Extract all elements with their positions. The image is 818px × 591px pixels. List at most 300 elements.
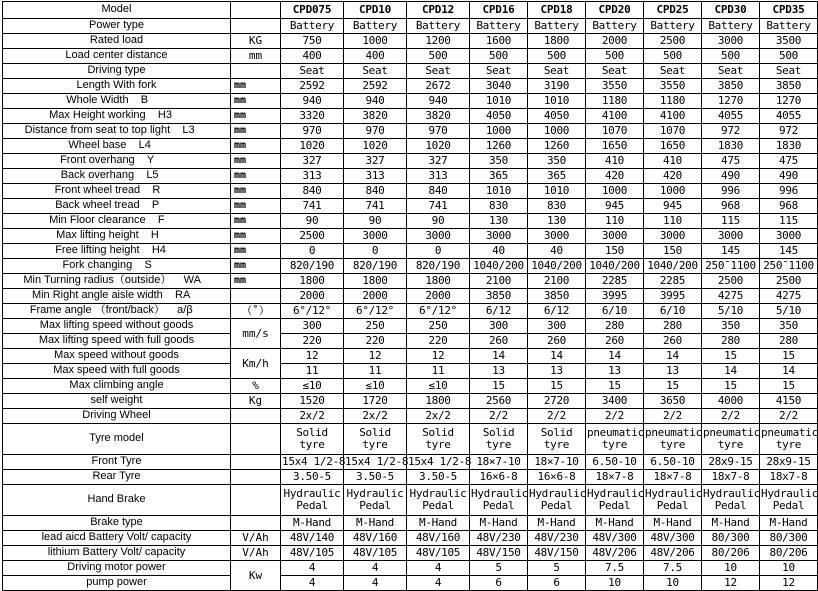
cell-cpd30: 4000: [702, 394, 760, 409]
cell-cpd12: 940: [407, 94, 470, 109]
cell-cpd30: M-Hand: [702, 516, 760, 531]
table-row: [3, 34, 818, 49]
cell-cpd20: Seat: [586, 64, 644, 79]
row-label-symbol: WA: [183, 274, 201, 287]
table-row: [3, 455, 818, 470]
row-label-text: Front Tyre: [91, 455, 142, 468]
cell-cpd18: 2100: [528, 274, 586, 289]
cell-cpd35: pneumatic tyre: [760, 424, 818, 455]
cell-cpd16: 48V/230: [470, 531, 528, 546]
cell-cpd12: 3820: [407, 109, 470, 124]
cell-cpd10: 2592: [344, 79, 407, 94]
row-label-text: Free lifting height: [55, 244, 140, 257]
cell-cpd18: 6/12: [528, 304, 586, 319]
cell-cpd25: 410: [644, 154, 702, 169]
row-unit: mm: [231, 214, 281, 229]
cell-cpd075: 2500: [281, 229, 344, 244]
cell-cpd35: 350: [760, 319, 818, 334]
cell-cpd18: 1010: [528, 184, 586, 199]
cell-cpd18: 260: [528, 334, 586, 349]
cell-cpd12: Battery: [407, 19, 470, 34]
row-unit: mm: [231, 124, 281, 139]
cell-cpd35: 3000: [760, 229, 818, 244]
cell-cpd075: 12: [281, 349, 344, 364]
cell-cpd20: 280: [586, 319, 644, 334]
row-label-symbol: L3: [182, 124, 195, 137]
row-label-text: Max speed with full goods: [53, 364, 180, 377]
row-label-symbol: S: [144, 259, 152, 272]
cell-cpd25: 48V/300: [644, 531, 702, 546]
cell-cpd075: 300: [281, 319, 344, 334]
row-label-text: Max lifting speed without goods: [39, 319, 194, 332]
table-row: [3, 19, 818, 34]
row-label: [3, 19, 231, 34]
row-label: [3, 199, 231, 214]
cell-cpd16: 48V/150: [470, 546, 528, 561]
table-body: [3, 19, 818, 591]
cell-cpd25: 2500: [644, 34, 702, 49]
cell-cpd25: M-Hand: [644, 516, 702, 531]
cell-cpd075: 4: [281, 561, 344, 576]
table-row: [3, 364, 818, 379]
cell-cpd25: 3995: [644, 289, 702, 304]
cell-cpd25: 18×7-8: [644, 470, 702, 485]
cell-cpd30: 3850: [702, 79, 760, 94]
row-label: [3, 109, 231, 124]
cell-cpd12: 313: [407, 169, 470, 184]
cell-cpd10: 12: [344, 349, 407, 364]
cell-cpd35: 12: [760, 576, 818, 591]
column-header-cpd12: CPD12: [407, 2, 470, 19]
row-label: [3, 49, 231, 64]
cell-cpd25: 48V/206: [644, 546, 702, 561]
table-row: [3, 109, 818, 124]
cell-cpd12: Seat: [407, 64, 470, 79]
cell-cpd20: 14: [586, 349, 644, 364]
cell-cpd075: 820/190: [281, 259, 344, 274]
table-row: [3, 169, 818, 184]
cell-cpd12: M-Hand: [407, 516, 470, 531]
column-header-cpd20: CPD20: [586, 2, 644, 19]
row-unit: [231, 470, 281, 485]
cell-cpd075: 15x4 1/2-8: [282, 455, 346, 469]
cell-cpd25: 150: [644, 244, 702, 259]
row-label-text: Back wheel tread: [55, 199, 140, 212]
cell-cpd12: 2672: [407, 79, 470, 94]
row-label-text: Max Height working: [49, 109, 146, 122]
cell-cpd12: 220: [407, 334, 470, 349]
cell-cpd25: 3000: [644, 229, 702, 244]
cell-cpd25: 10: [644, 576, 702, 591]
table-row: [3, 94, 818, 109]
cell-cpd16: 350: [470, 154, 528, 169]
cell-cpd12: 3.50-5: [407, 470, 470, 485]
table-row: [3, 470, 818, 485]
row-label-text: Front wheel tread: [54, 184, 141, 197]
row-label-symbol: H: [150, 229, 159, 242]
cell-cpd10: 1720: [344, 394, 407, 409]
cell-cpd12: 3000: [407, 229, 470, 244]
cell-cpd25: 6/10: [644, 304, 702, 319]
cell-cpd10: 840: [344, 184, 407, 199]
cell-cpd10: ≤10: [344, 379, 407, 394]
row-label-text: Back overhang: [60, 169, 135, 182]
cell-cpd20: 945: [586, 199, 644, 214]
row-unit: Kg: [231, 394, 281, 409]
cell-cpd18: 5: [528, 561, 586, 576]
row-label: [3, 455, 231, 470]
row-label: [3, 304, 231, 319]
row-label: [3, 154, 231, 169]
cell-cpd16: 18×7-10: [470, 455, 528, 470]
row-unit: mm: [231, 169, 281, 184]
row-label: [3, 485, 231, 516]
cell-cpd10: 0: [344, 244, 407, 259]
cell-cpd35: 996: [760, 184, 818, 199]
cell-cpd18: 1800: [528, 34, 586, 49]
cell-cpd18: 48V/150: [528, 546, 586, 561]
cell-cpd25: 1650: [644, 139, 702, 154]
row-unit: mm: [231, 184, 281, 199]
cell-cpd075: Hydraulic Pedal: [281, 485, 344, 516]
cell-cpd25: 2/2: [644, 409, 702, 424]
column-header-cpd30: CPD30: [702, 2, 760, 19]
cell-cpd12: 1200: [407, 34, 470, 49]
table-row: [3, 409, 818, 424]
cell-cpd25: 1070: [644, 124, 702, 139]
cell-cpd35: Hydraulic Pedal: [760, 485, 818, 516]
cell-cpd18: 500: [528, 49, 586, 64]
cell-cpd16: Solid tyre: [470, 424, 528, 455]
cell-cpd30: 80/300: [702, 531, 760, 546]
cell-cpd12: 327: [407, 154, 470, 169]
cell-cpd16: 300: [470, 319, 528, 334]
column-header-cpd10: CPD10: [344, 2, 407, 19]
cell-cpd12: 90: [407, 214, 470, 229]
cell-cpd35: 10: [760, 561, 818, 576]
cell-cpd35: 15: [760, 349, 818, 364]
table-row: [3, 124, 818, 139]
row-unit: [231, 424, 281, 455]
row-unit: （˚）: [231, 304, 281, 319]
cell-cpd20: 1650: [586, 139, 644, 154]
cell-cpd35: Seat: [760, 64, 818, 79]
cell-cpd16: 2560: [470, 394, 528, 409]
cell-cpd10: 250: [344, 319, 407, 334]
cell-cpd35: 80/300: [760, 531, 818, 546]
cell-cpd18: 1000: [528, 124, 586, 139]
cell-cpd10: 820/190: [344, 259, 407, 274]
row-label-text: Distance from seat to top light: [24, 124, 171, 137]
row-label: [3, 516, 231, 531]
cell-cpd18: M-Hand: [528, 516, 586, 531]
cell-cpd35: 280: [760, 334, 818, 349]
cell-cpd075: 6°/12°: [281, 304, 344, 319]
cell-cpd18: 13: [528, 364, 586, 379]
row-label: [3, 424, 231, 455]
row-label-symbol: L5: [146, 169, 159, 182]
row-unit: Km/h: [231, 349, 281, 379]
cell-cpd16: 1260: [470, 139, 528, 154]
cell-cpd30: 500: [702, 49, 760, 64]
cell-cpd35: 1830: [760, 139, 818, 154]
cell-cpd16: 2100: [470, 274, 528, 289]
cell-cpd25: Hydraulic Pedal: [644, 485, 702, 516]
row-label: [3, 531, 231, 546]
row-unit: V/Ah: [231, 531, 281, 546]
cell-cpd10: 2000: [344, 289, 407, 304]
table-row: [3, 576, 818, 591]
cell-cpd25: pneumatic tyre: [644, 424, 702, 455]
cell-cpd18: 3850: [528, 289, 586, 304]
table-row: [3, 304, 818, 319]
cell-cpd25: 6.50-10: [644, 455, 702, 470]
cell-cpd35: M-Hand: [760, 516, 818, 531]
cell-cpd25: 15: [644, 379, 702, 394]
column-header-unit: [231, 2, 281, 19]
row-label: [3, 34, 231, 49]
cell-cpd16: 830: [470, 199, 528, 214]
cell-cpd075: 840: [281, 184, 344, 199]
cell-cpd30: 10: [702, 561, 760, 576]
row-label: [3, 546, 231, 561]
cell-cpd35: 1270: [760, 94, 818, 109]
cell-cpd18: 1040/200: [528, 259, 586, 274]
cell-cpd10: 970: [344, 124, 407, 139]
table-row: [3, 199, 818, 214]
table-row: [3, 184, 818, 199]
table-row: [3, 244, 818, 259]
cell-cpd075: 1800: [281, 274, 344, 289]
cell-cpd35: 4055: [760, 109, 818, 124]
cell-cpd20: M-Hand: [586, 516, 644, 531]
cell-cpd25: 420: [644, 169, 702, 184]
row-label-text: Length With fork: [76, 79, 157, 92]
cell-cpd25: 2285: [644, 274, 702, 289]
cell-cpd16: 500: [470, 49, 528, 64]
cell-cpd16: 1040/200: [470, 259, 528, 274]
cell-cpd30: 14: [702, 364, 760, 379]
cell-cpd16: 4050: [470, 109, 528, 124]
cell-cpd25: 1180: [644, 94, 702, 109]
row-unit: V/Ah: [231, 546, 281, 561]
row-label-text: Tyre model: [89, 432, 144, 445]
row-label-text: lithium Battery Volt/ capacity: [47, 546, 186, 559]
cell-cpd25: 1000: [644, 184, 702, 199]
table-row: [3, 349, 818, 364]
cell-cpd30: 280: [702, 334, 760, 349]
cell-cpd20: 4100: [586, 109, 644, 124]
cell-cpd25: 3650: [644, 394, 702, 409]
cell-cpd10: 400: [344, 49, 407, 64]
cell-cpd075: Solid tyre: [281, 424, 344, 455]
table-row: [3, 79, 818, 94]
row-unit: [231, 64, 281, 79]
cell-cpd35: 14: [760, 364, 818, 379]
cell-cpd16: 2/2: [470, 409, 528, 424]
cell-cpd075: M-Hand: [281, 516, 344, 531]
cell-cpd20: 3400: [586, 394, 644, 409]
cell-cpd075: 48V/140: [281, 531, 344, 546]
cell-cpd18: 18×7-10: [528, 455, 586, 470]
row-unit: [231, 485, 281, 516]
row-unit: [231, 289, 281, 304]
cell-cpd10: 1020: [344, 139, 407, 154]
cell-cpd30: 475: [702, 154, 760, 169]
cell-cpd18: 300: [528, 319, 586, 334]
cell-cpd10: 3820: [344, 109, 407, 124]
row-unit: %: [231, 379, 281, 394]
row-unit: mm: [231, 244, 281, 259]
row-label-symbol: L4: [138, 139, 151, 152]
header-row: [3, 2, 818, 19]
row-unit: [231, 516, 281, 531]
row-label-text: Brake type: [90, 516, 143, 529]
cell-cpd10: Battery: [344, 19, 407, 34]
row-label-text: Min Turning radius（outside）: [23, 274, 172, 287]
table-row: [3, 229, 818, 244]
cell-cpd20: Battery: [586, 19, 644, 34]
column-header-cpd35: CPD35: [760, 2, 818, 19]
cell-cpd075: 327: [281, 154, 344, 169]
row-label-text: Max lifting height: [56, 229, 139, 242]
cell-cpd16: 5: [470, 561, 528, 576]
column-header-cpd25: CPD25: [644, 2, 702, 19]
row-label: [3, 124, 231, 139]
cell-cpd20: 1180: [586, 94, 644, 109]
row-unit: [231, 19, 281, 34]
cell-cpd30: 80/206: [702, 546, 760, 561]
row-label-text: lead aicd Battery Volt/ capacity: [41, 531, 192, 544]
row-label: [3, 169, 231, 184]
cell-cpd10: 1000: [344, 34, 407, 49]
cell-cpd10: Solid tyre: [344, 424, 407, 455]
table-row: [3, 139, 818, 154]
cell-cpd18: 48V/230: [528, 531, 586, 546]
row-unit: mm/s: [231, 319, 281, 349]
cell-cpd16: Seat: [470, 64, 528, 79]
specification-table: [2, 1, 818, 591]
row-label: [3, 334, 231, 349]
cell-cpd30: 3000: [702, 229, 760, 244]
row-label-text: Driving type: [87, 64, 146, 77]
table-row: [3, 424, 818, 455]
cell-cpd30: 4275: [702, 289, 760, 304]
cell-cpd12: Hydraulic Pedal: [407, 485, 470, 516]
table-header: [3, 2, 818, 19]
row-label-text: Max lifting speed with full goods: [38, 334, 195, 347]
table-row: [3, 49, 818, 64]
row-label-text: Max speed without goods: [54, 349, 179, 362]
cell-cpd20: 13: [586, 364, 644, 379]
row-unit: mm: [231, 199, 281, 214]
row-unit: mm: [231, 79, 281, 94]
cell-cpd12: 48V/105: [407, 546, 470, 561]
cell-cpd18: 1260: [528, 139, 586, 154]
row-unit: KG: [231, 34, 281, 49]
cell-cpd16: 1000: [470, 124, 528, 139]
cell-cpd16: 3000: [470, 229, 528, 244]
cell-cpd18: 365: [528, 169, 586, 184]
cell-cpd35: 4275: [760, 289, 818, 304]
cell-cpd18: 40: [528, 244, 586, 259]
row-label: [3, 214, 231, 229]
cell-cpd20: 420: [586, 169, 644, 184]
cell-cpd12: 1800: [407, 274, 470, 289]
cell-cpd25: 3550: [644, 79, 702, 94]
cell-cpd20: 2285: [586, 274, 644, 289]
cell-cpd30: 3000: [702, 34, 760, 49]
row-label: [3, 64, 231, 79]
row-label-symbol: Y: [146, 154, 155, 167]
cell-cpd10: 3000: [344, 229, 407, 244]
cell-cpd35: 2500: [760, 274, 818, 289]
cell-cpd10: 6°/12°: [344, 304, 407, 319]
row-label: [3, 470, 231, 485]
cell-cpd16: 6/12: [470, 304, 528, 319]
cell-cpd16: 260: [470, 334, 528, 349]
cell-cpd18: 2/2: [528, 409, 586, 424]
row-label-text: pump power: [86, 576, 147, 589]
cell-cpd25: 14: [644, 349, 702, 364]
row-label: [3, 79, 231, 94]
cell-cpd30: 250ˉ1100: [702, 259, 760, 274]
cell-cpd20: pneumatic tyre: [586, 424, 644, 455]
cell-cpd25: 110: [644, 214, 702, 229]
cell-cpd20: 2000: [586, 34, 644, 49]
cell-cpd16: Battery: [470, 19, 528, 34]
cell-cpd12: 48V/160: [407, 531, 470, 546]
cell-cpd35: 15: [760, 379, 818, 394]
row-unit: mm: [231, 274, 281, 289]
row-label: [3, 289, 231, 304]
cell-cpd18: 3190: [528, 79, 586, 94]
cell-cpd18: 2720: [528, 394, 586, 409]
cell-cpd20: 48V/300: [586, 531, 644, 546]
row-unit: Kw: [231, 561, 281, 591]
cell-cpd16: 13: [470, 364, 528, 379]
cell-cpd18: 830: [528, 199, 586, 214]
cell-cpd16: 6: [470, 576, 528, 591]
cell-cpd20: 18×7-8: [586, 470, 644, 485]
cell-cpd20: 15: [586, 379, 644, 394]
column-header-model: Model: [3, 2, 231, 19]
cell-cpd30: 2500: [702, 274, 760, 289]
row-label: [3, 561, 231, 576]
cell-cpd12: 840: [407, 184, 470, 199]
table-row: [3, 546, 818, 561]
table-row: [3, 531, 818, 546]
cell-cpd25: 13: [644, 364, 702, 379]
row-unit: mm: [231, 49, 281, 64]
row-label-symbol: H3: [157, 109, 172, 122]
cell-cpd35: 3850: [760, 79, 818, 94]
row-label: [3, 394, 231, 409]
cell-cpd20: 500: [586, 49, 644, 64]
cell-cpd30: Battery: [702, 19, 760, 34]
table-row: [3, 64, 818, 79]
cell-cpd30: 15: [702, 349, 760, 364]
row-unit: mm: [231, 259, 281, 274]
row-label: [3, 184, 231, 199]
cell-cpd10: 220: [344, 334, 407, 349]
cell-cpd12: 2000: [407, 289, 470, 304]
cell-cpd18: 16×6-8: [528, 470, 586, 485]
cell-cpd16: 15: [470, 379, 528, 394]
cell-cpd30: 15: [702, 379, 760, 394]
cell-cpd16: 1010: [470, 184, 528, 199]
row-label-text: Whole Width: [66, 94, 129, 107]
